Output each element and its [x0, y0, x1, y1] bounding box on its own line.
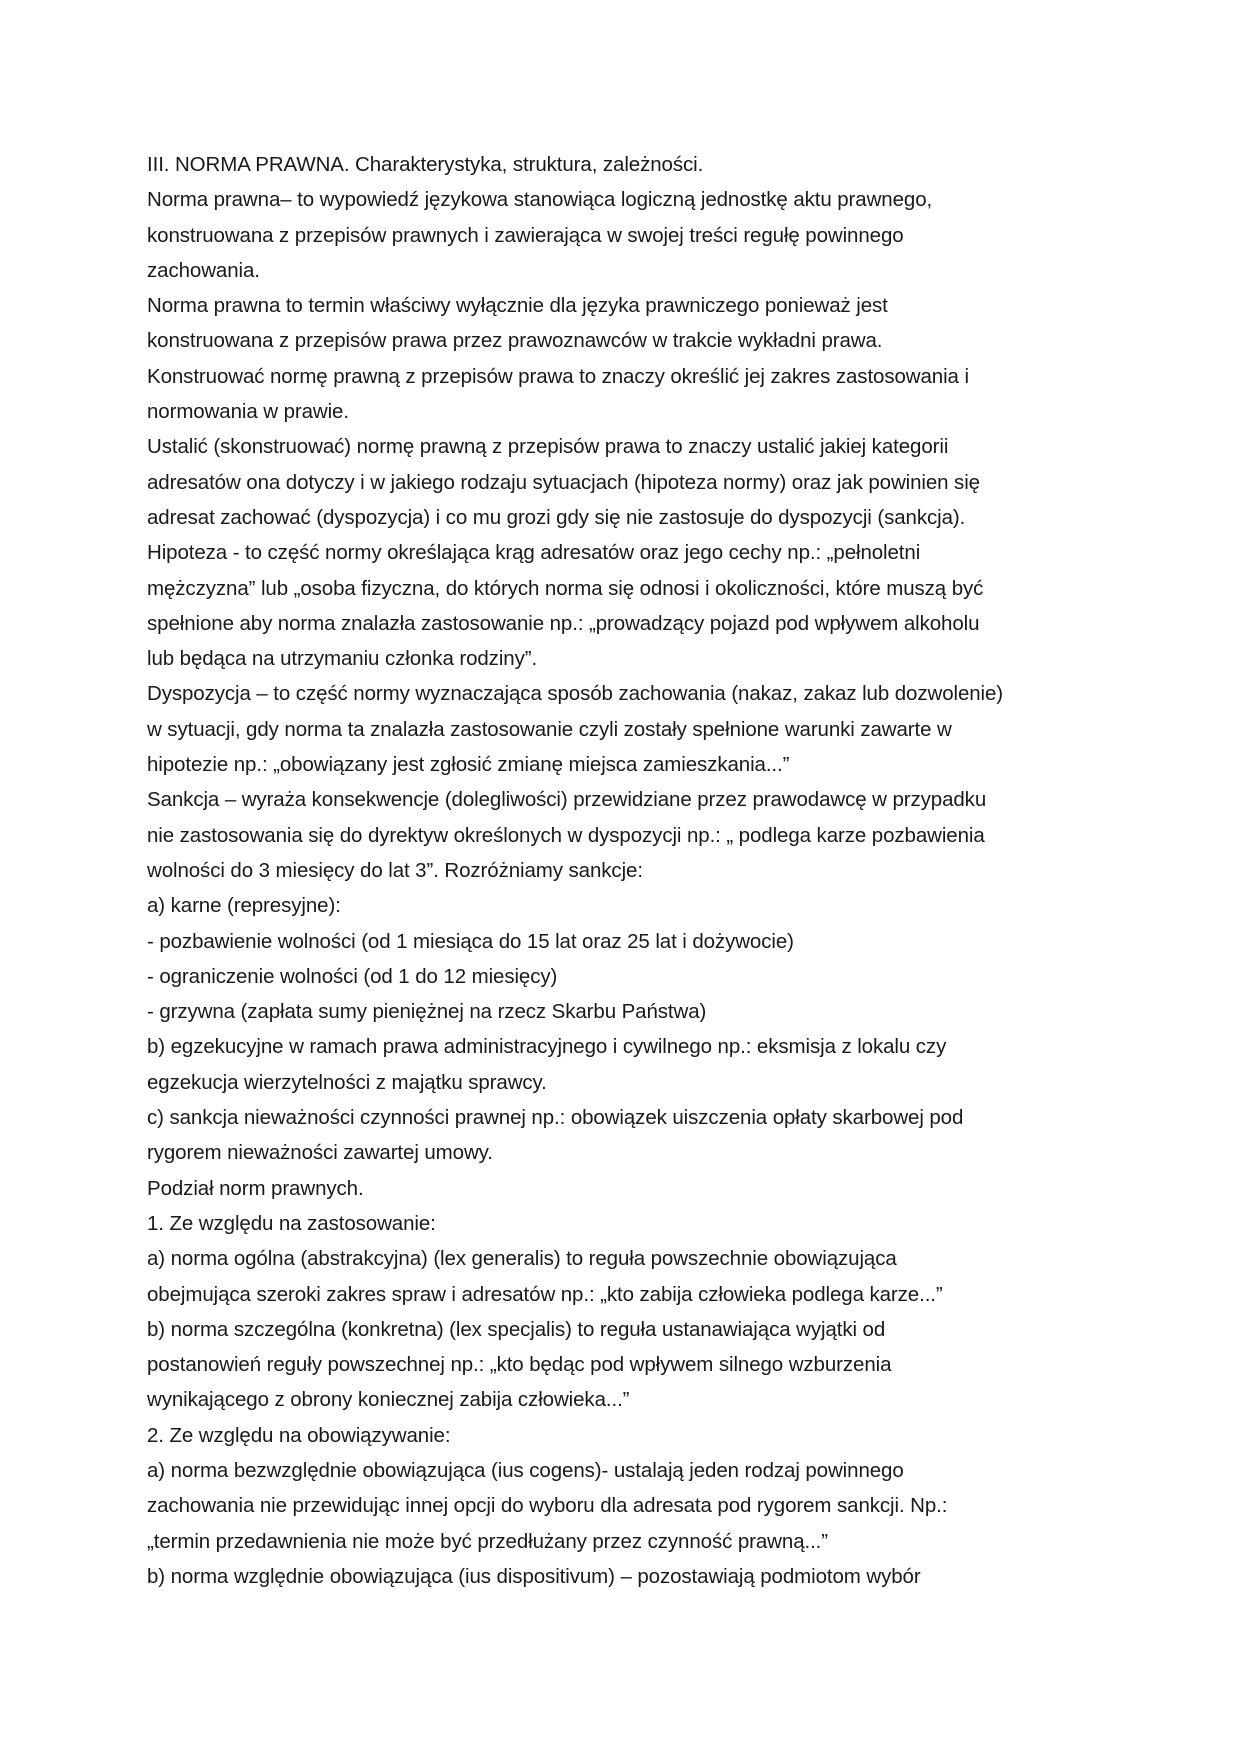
text-line: lub będąca na utrzymaniu członka rodziny”.: [147, 647, 538, 671]
text-line: normowania w prawie.: [147, 400, 349, 424]
text-line: adresat zachować (dyspozycja) i co mu grozi gdy się nie zastosuje do dyspozycji (sankcja).: [147, 505, 966, 529]
document-body: [147, 147, 1107, 1594]
text-line: wynikającego z obrony koniecznej zabija człowieka...”: [147, 1388, 630, 1412]
text-line: Konstruować normę prawną z przepisów prawa to znaczy określić jej zakres zastosowania i: [147, 364, 969, 388]
text-line: „termin przedawnienia nie może być przedłużany przez czynność prawną...”: [147, 1529, 829, 1553]
text-line: obejmująca szeroki zakres spraw i adresatów np.: „kto zabija człowieka podlega karze...”: [147, 1282, 943, 1306]
text-line: adresatów ona dotyczy i w jakiego rodzaju sytuacjach (hipoteza normy) oraz jak powinien się: [147, 470, 980, 494]
list-item: a) karne (represyjne):: [147, 894, 341, 918]
list-item: a) norma ogólna (abstrakcyjna) (lex generalis) to reguła powszechnie obowiązująca: [147, 1247, 897, 1271]
list-item: 1. Ze względu na zastosowanie:: [147, 1211, 436, 1235]
text-line: Ustalić (skonstruować) normę prawną z przepisów prawa to znaczy ustalić jakiej kategorii: [147, 435, 949, 459]
list-item: b) norma względnie obowiązująca (ius dispositivum) – pozostawiają podmiotom wybór: [147, 1564, 921, 1588]
text-line: nie zastosowania się do dyrektyw określonych w dyspozycji np.: „ podlega karze pozbawienia: [147, 823, 985, 847]
text-line: zachowania nie przewidując innej opcji do wyboru dla adresata pod rygorem sankcji. Np.:: [147, 1494, 948, 1518]
text-line: konstruowana z przepisów prawa przez prawoznawców w trakcie wykładni prawa.: [147, 329, 883, 353]
text-line: Norma prawna to termin właściwy wyłącznie dla języka prawniczego ponieważ jest: [147, 294, 888, 318]
text-line: spełnione aby norma znalazła zastosowanie np.: „prowadzący pojazd pod wpływem alkoholu: [147, 611, 980, 635]
section-heading: Podział norm prawnych.: [147, 1176, 364, 1200]
text-line: mężczyzna” lub „osoba fizyczna, do których norma się odnosi i okoliczności, które muszą być: [147, 576, 984, 600]
list-item: - grzywna (zapłata sumy pieniężnej na rzecz Skarbu Państwa): [147, 1000, 707, 1024]
text-line: Norma prawna– to wypowiedź językowa stanowiąca logiczną jednostkę aktu prawnego,: [147, 188, 933, 212]
text-line: rygorem nieważności zawartej umowy.: [147, 1141, 493, 1165]
list-item: b) egzekucyjne w ramach prawa administracyjnego i cywilnego np.: eksmisja z lokalu czy: [147, 1035, 947, 1059]
list-item: - pozbawienie wolności (od 1 miesiąca do 15 lat oraz 25 lat i dożywocie): [147, 929, 794, 953]
list-item: 2. Ze względu na obowiązywanie:: [147, 1423, 451, 1447]
text-line: wolności do 3 miesięcy do lat 3”. Rozróżniamy sankcje:: [147, 858, 643, 882]
text-line: postanowień reguły powszechnej np.: „kto będąc pod wpływem silnego wzburzenia: [147, 1353, 892, 1377]
text-line: egzekucja wierzytelności z majątku sprawcy.: [147, 1070, 547, 1094]
list-item: - ograniczenie wolności (od 1 do 12 miesięcy): [147, 964, 558, 988]
document-title: III. NORMA PRAWNA. Charakterystyka, struktura, zależności.: [147, 153, 704, 176]
list-item: a) norma bezwzględnie obowiązująca (ius cogens)- ustalają jeden rodzaj powinnego: [147, 1458, 904, 1482]
list-item: b) norma szczególna (konkretna) (lex specjalis) to reguła ustanawiająca wyjątki od: [147, 1317, 886, 1341]
text-line: konstruowana z przepisów prawnych i zawierająca w swojej treści regułę powinnego: [147, 223, 904, 247]
text-line: Hipoteza - to część normy określająca krąg adresatów oraz jego cechy np.: „pełnoletni: [147, 541, 921, 565]
text-line: hipotezie np.: „obowiązany jest zgłosić zmianę miejsca zamieszkania...”: [147, 753, 790, 777]
text-line: Sankcja – wyraża konsekwencje (dolegliwości) przewidziane przez prawodawcę w przypadku: [147, 788, 987, 812]
list-item: c) sankcja nieważności czynności prawnej np.: obowiązek uiszczenia opłaty skarbowej pod: [147, 1106, 964, 1130]
text-line: Dyspozycja – to część normy wyznaczająca sposób zachowania (nakaz, zakaz lub dozwolenie): [147, 682, 1004, 706]
text-line: w sytuacji, gdy norma ta znalazła zastosowanie czyli zostały spełnione warunki zawarte w: [147, 717, 952, 741]
text-line: zachowania.: [147, 258, 260, 282]
